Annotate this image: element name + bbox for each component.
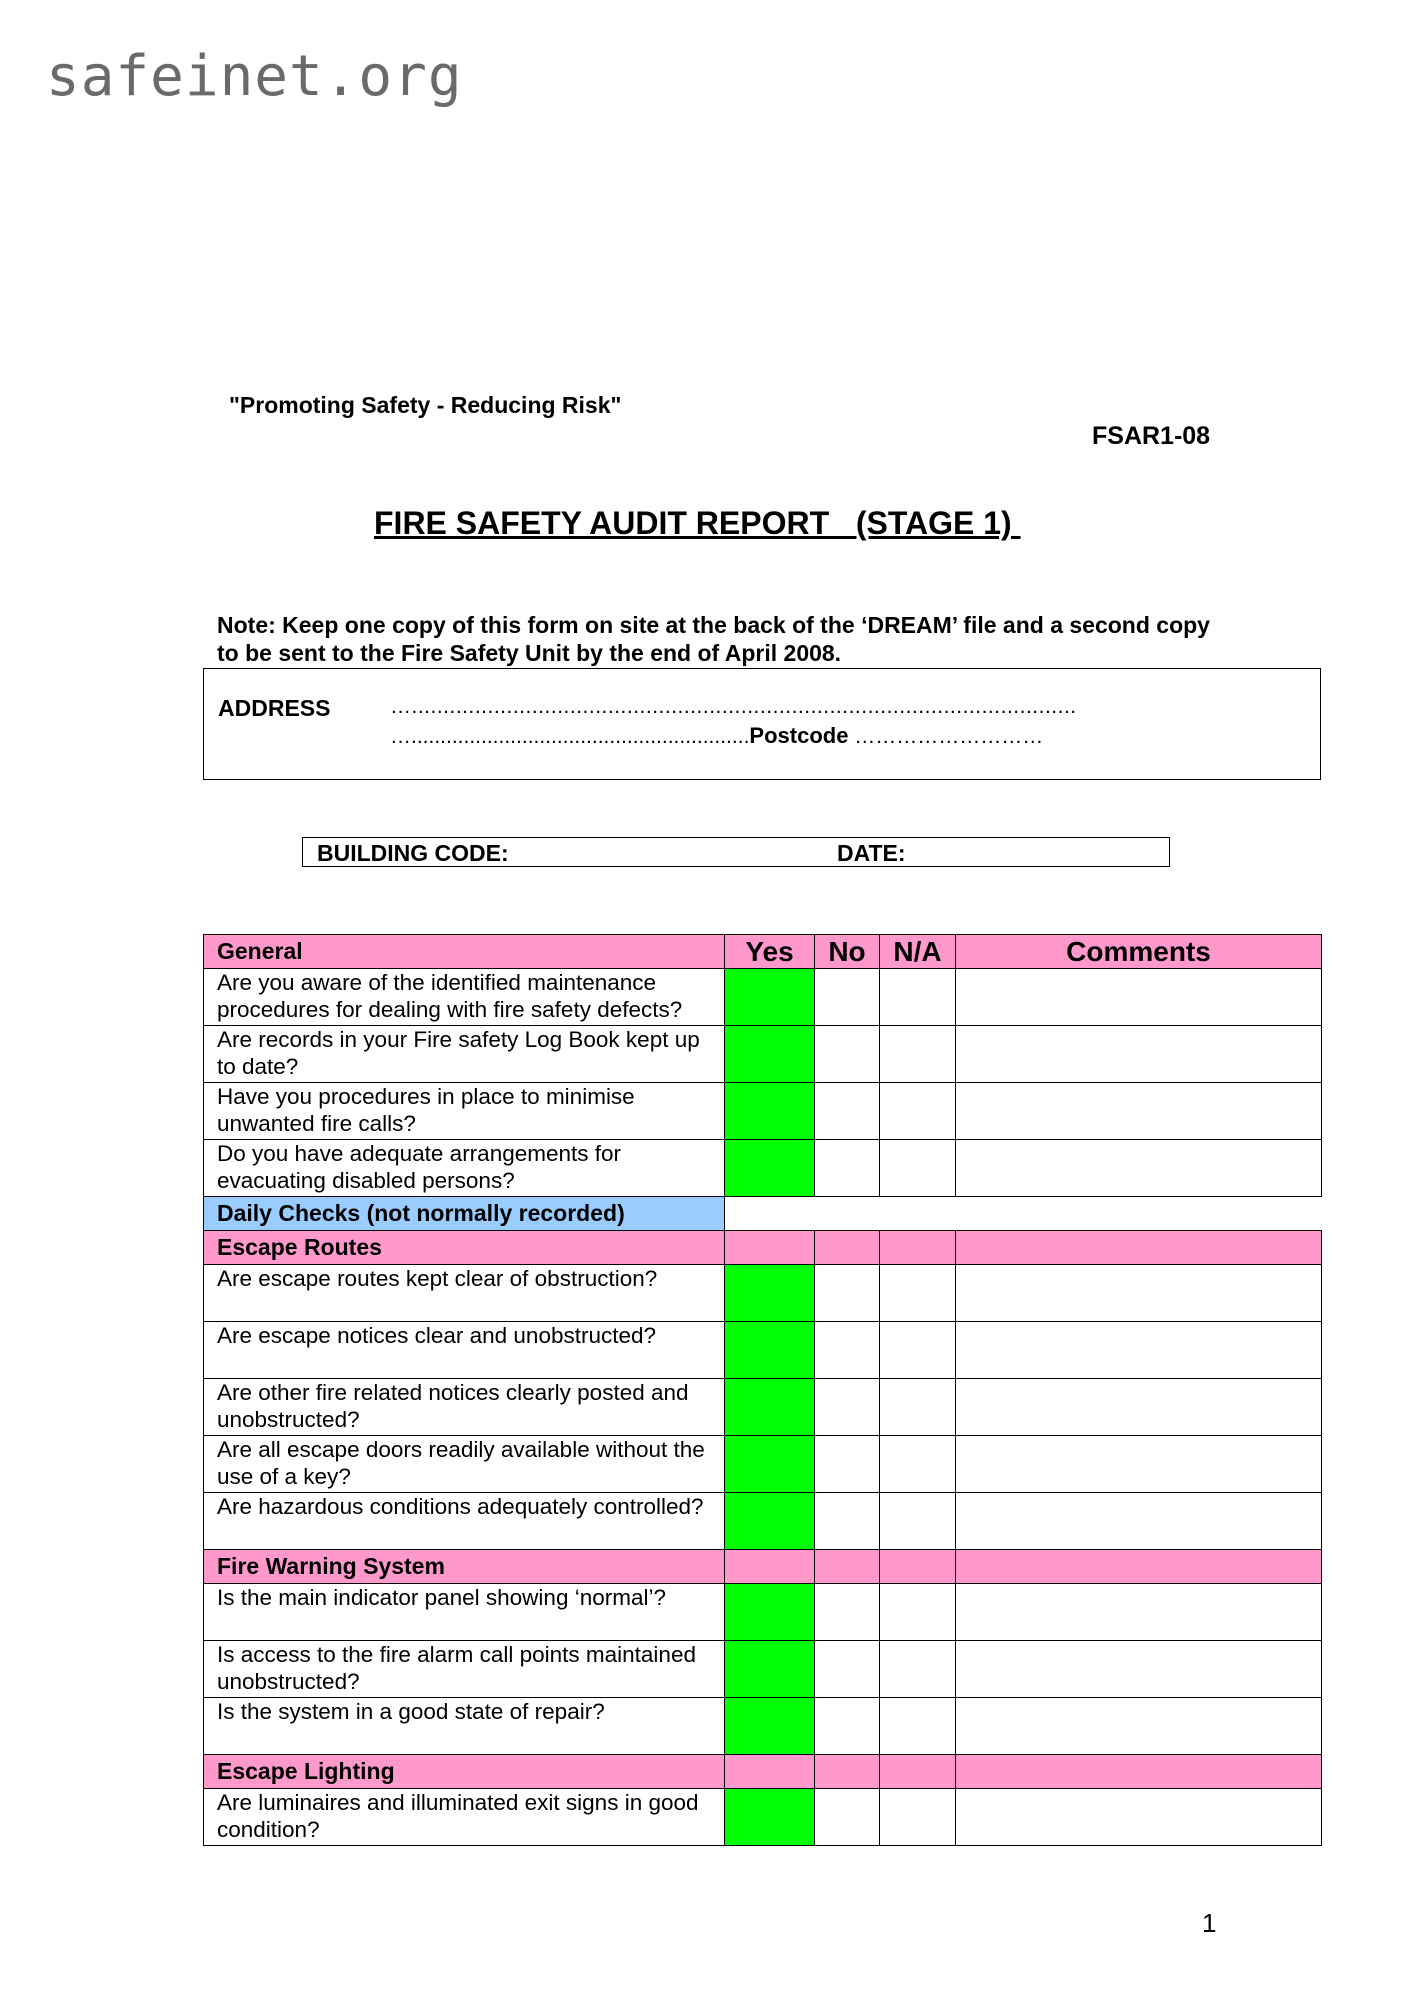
table-row [204, 1083, 1322, 1140]
na-cell[interactable] [880, 1698, 956, 1755]
na-cell[interactable] [880, 1083, 956, 1140]
comments-cell[interactable] [956, 1493, 1322, 1550]
address-box[interactable] [203, 668, 1321, 780]
yes-cell[interactable] [725, 1083, 815, 1140]
question: Do you have adequate arrangements for evacuating disabled persons? [204, 1140, 725, 1197]
form-code: FSAR1-08 [1092, 422, 1211, 450]
no-header: No [815, 935, 880, 969]
question: Are records in your Fire safety Log Book kept up to date? [204, 1026, 725, 1083]
address-label: ADDRESS [218, 695, 331, 721]
yes-header: Yes [725, 935, 815, 969]
question: Are other fire related notices clearly posted and unobstructed? [204, 1379, 725, 1436]
no-cell[interactable] [815, 1140, 880, 1197]
note: Note: Keep one copy of this form on site at the back of the ‘DREAM’ file and a second copy to be sent to the Fire Safety Unit by the end of April 2008. [217, 612, 1210, 666]
table-row [204, 1698, 1322, 1755]
na-header: N/A [880, 935, 956, 969]
question: Are hazardous conditions adequately controlled? [204, 1493, 725, 1550]
general-header-row [204, 935, 1322, 969]
page-title: FIRE SAFETY AUDIT REPORT (STAGE 1) [374, 505, 1021, 541]
comments-cell[interactable] [956, 1584, 1322, 1641]
no-cell[interactable] [815, 1789, 880, 1846]
na-cell[interactable] [880, 1322, 956, 1379]
no-cell[interactable] [815, 1493, 880, 1550]
na-cell[interactable] [880, 1789, 956, 1846]
yes-cell[interactable] [725, 1789, 815, 1846]
comments-cell[interactable] [956, 1026, 1322, 1083]
no-cell[interactable] [815, 1641, 880, 1698]
daily-checks-header: Daily Checks (not normally recorded) [204, 1197, 725, 1231]
address-line-2 [390, 723, 1043, 749]
header-cell [956, 1755, 1322, 1789]
no-cell[interactable] [815, 969, 880, 1026]
yes-cell[interactable] [725, 1140, 815, 1197]
audit-table [203, 934, 1322, 1846]
yes-cell[interactable] [725, 1493, 815, 1550]
no-cell[interactable] [815, 1026, 880, 1083]
header-cell [880, 1755, 956, 1789]
postcode-dots: ……………………… [848, 725, 1044, 748]
no-cell[interactable] [815, 1698, 880, 1755]
question: Is access to the fire alarm call points maintained unobstructed? [204, 1641, 725, 1698]
na-cell[interactable] [880, 1436, 956, 1493]
na-cell[interactable] [880, 1140, 956, 1197]
escape-routes-header: Escape Routes [204, 1231, 725, 1265]
fire-warning-header-row [204, 1550, 1322, 1584]
question: Have you procedures in place to minimise unwanted fire calls? [204, 1083, 725, 1140]
postcode-label: Postcode [749, 723, 849, 748]
header-cell [815, 1231, 880, 1265]
daily-checks-row [204, 1197, 1322, 1231]
comments-cell[interactable] [956, 1698, 1322, 1755]
comments-cell[interactable] [956, 1265, 1322, 1322]
header-cell [725, 1755, 815, 1789]
yes-cell[interactable] [725, 1322, 815, 1379]
yes-cell[interactable] [725, 1379, 815, 1436]
header-cell [956, 1550, 1322, 1584]
header-cell [956, 1231, 1322, 1265]
no-cell[interactable] [815, 1083, 880, 1140]
general-header: General [204, 935, 725, 969]
comments-header: Comments [956, 935, 1322, 969]
date-label: DATE: [837, 840, 906, 866]
building-code-box[interactable] [302, 837, 1170, 867]
na-cell[interactable] [880, 1379, 956, 1436]
question: Are luminaires and illuminated exit signs in good condition? [204, 1789, 725, 1846]
address-line-1: …......................................................................................................... [390, 695, 1077, 718]
fire-warning-header: Fire Warning System [204, 1550, 725, 1584]
table-row [204, 1379, 1322, 1436]
comments-cell[interactable] [956, 1322, 1322, 1379]
table-row [204, 1789, 1322, 1846]
question: Is the system in a good state of repair? [204, 1698, 725, 1755]
table-row [204, 1584, 1322, 1641]
blank-cell [725, 1197, 1322, 1231]
comments-cell[interactable] [956, 1436, 1322, 1493]
na-cell[interactable] [880, 969, 956, 1026]
question: Are escape routes kept clear of obstruction? [204, 1265, 725, 1322]
table-row [204, 1265, 1322, 1322]
table-row [204, 1493, 1322, 1550]
comments-cell[interactable] [956, 1140, 1322, 1197]
na-cell[interactable] [880, 1265, 956, 1322]
na-cell[interactable] [880, 1026, 956, 1083]
header-cell [815, 1550, 880, 1584]
table-row [204, 1026, 1322, 1083]
na-cell[interactable] [880, 1493, 956, 1550]
table-row [204, 1140, 1322, 1197]
no-cell[interactable] [815, 1436, 880, 1493]
escape-routes-header-row [204, 1231, 1322, 1265]
watermark: safeinet.org [46, 44, 463, 109]
yes-cell[interactable] [725, 1698, 815, 1755]
header-cell [815, 1755, 880, 1789]
comments-cell[interactable] [956, 1379, 1322, 1436]
yes-cell[interactable] [725, 969, 815, 1026]
header-cell [880, 1231, 956, 1265]
comments-cell[interactable] [956, 1641, 1322, 1698]
table-row [204, 969, 1322, 1026]
na-cell[interactable] [880, 1641, 956, 1698]
motto: "Promoting Safety - Reducing Risk" [229, 392, 622, 418]
page-number: 1 [1202, 1908, 1217, 1938]
building-code-label: BUILDING CODE: [317, 840, 509, 866]
header-cell [725, 1550, 815, 1584]
question: Is the main indicator panel showing ‘normal’? [204, 1584, 725, 1641]
table-row [204, 1641, 1322, 1698]
question: Are all escape doors readily available without the use of a key? [204, 1436, 725, 1493]
no-cell[interactable] [815, 1265, 880, 1322]
comments-cell[interactable] [956, 969, 1322, 1026]
comments-cell[interactable] [956, 1083, 1322, 1140]
question: Are you aware of the identified maintenance procedures for dealing with fire safety defects? [204, 969, 725, 1026]
header-cell [880, 1550, 956, 1584]
header-cell [725, 1231, 815, 1265]
no-cell[interactable] [815, 1322, 880, 1379]
yes-cell[interactable] [725, 1265, 815, 1322]
yes-cell[interactable] [725, 1436, 815, 1493]
address-dots: ….......................................................... [390, 725, 750, 748]
escape-lighting-header: Escape Lighting [204, 1755, 725, 1789]
yes-cell[interactable] [725, 1584, 815, 1641]
question: Are escape notices clear and unobstructed? [204, 1322, 725, 1379]
no-cell[interactable] [815, 1379, 880, 1436]
comments-cell[interactable] [956, 1789, 1322, 1846]
na-cell[interactable] [880, 1584, 956, 1641]
no-cell[interactable] [815, 1584, 880, 1641]
table-row [204, 1436, 1322, 1493]
yes-cell[interactable] [725, 1641, 815, 1698]
escape-lighting-header-row [204, 1755, 1322, 1789]
table-row [204, 1322, 1322, 1379]
yes-cell[interactable] [725, 1026, 815, 1083]
